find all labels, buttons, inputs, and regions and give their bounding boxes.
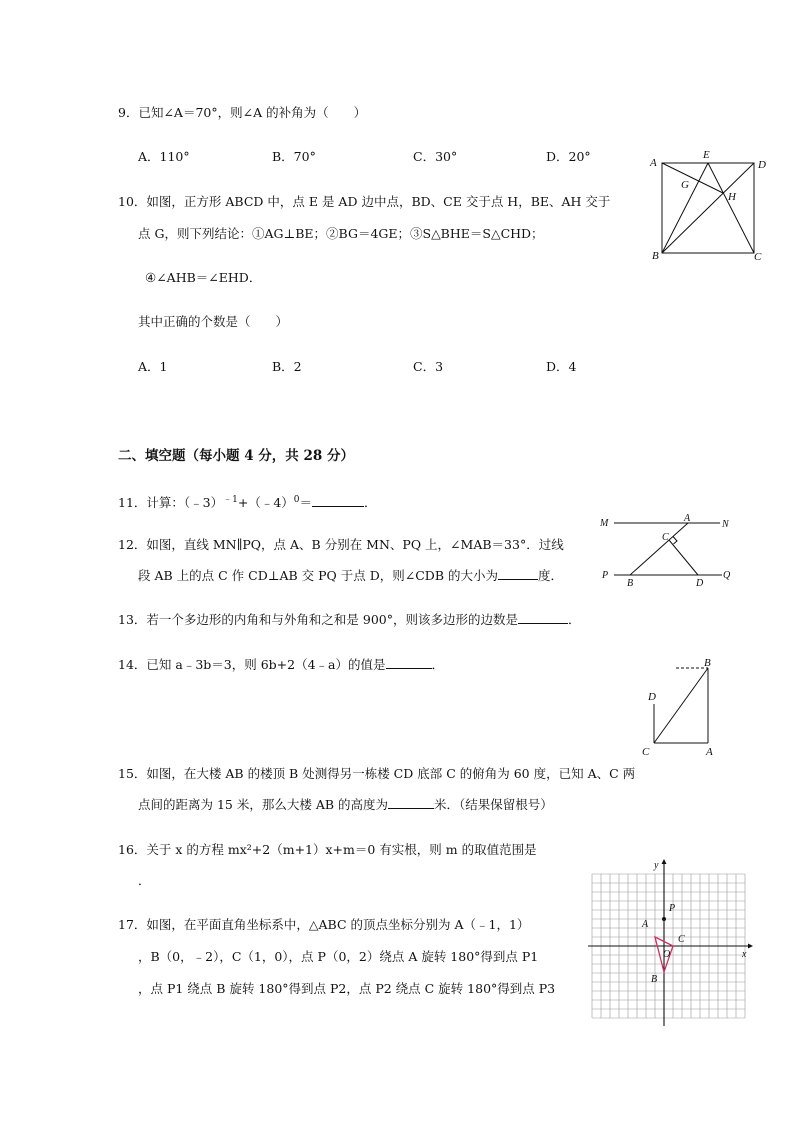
x-axis-arrow-icon: [748, 944, 753, 949]
q11-prefix: 11．计算：（﹣3）: [118, 495, 224, 511]
q17-coordinate-grid-figure: [584, 858, 754, 1030]
point-p: [662, 917, 666, 921]
q10-option-c: C．3: [413, 359, 444, 374]
q15-line-2: [138, 796, 553, 814]
q12-parallel-lines-figure: [598, 513, 738, 589]
label-c: C: [754, 251, 762, 263]
q9-option-c: C．30°: [413, 149, 458, 164]
q13-answer-blank[interactable]: [518, 611, 568, 624]
segment-ab: [630, 523, 688, 575]
q15-line-2-text: 点间的距离为 15 米，那么大楼 AB 的高度为: [138, 797, 389, 812]
label-d: D: [648, 691, 656, 703]
label-h: H: [728, 191, 736, 203]
label-c: C: [642, 746, 650, 758]
q12-line-2: [138, 567, 563, 585]
q15-line-1: 15．如图，在大楼 AB 的楼顶 B 处测得另一栋楼 CD 底部 C 的俯角为 60 度，已知 A、C 两: [118, 766, 636, 781]
q13-end: ．: [568, 612, 581, 627]
q10-line-2: 点 G，则下列结论：①AG⊥BE；②BG＝4GE；③S△BHE＝S△CHD；: [138, 226, 544, 241]
q11-answer-blank[interactable]: [312, 494, 364, 507]
q10-option-a: A．1: [138, 359, 168, 374]
q14-end: ．: [431, 657, 445, 672]
q9-option-b: B．70°: [272, 149, 316, 164]
q11-end: ．: [364, 495, 377, 511]
q16-line-1: 16．关于 x 的方程 mx²+2（m+1）x+m＝0 有实根，则 m 的取值范围是: [118, 842, 537, 857]
q9-option-a: A．110°: [138, 149, 190, 164]
q17-line-3: ，点 P1 绕点 B 旋转 180°得到点 P2，点 P2 绕点 C 旋转 180°得到点 P3: [138, 981, 556, 996]
q10-option-d: D．4: [546, 359, 577, 374]
label-d: D: [696, 578, 704, 589]
q15-buildings-figure: [638, 654, 722, 760]
label-c: C: [678, 934, 685, 945]
q11-exponent-2: 0: [293, 495, 300, 505]
segment-cd: [669, 540, 698, 575]
segment-ce: [708, 163, 754, 253]
q13-text: 13．若一个多边形的内角和与外角和之和是 900°，则该多边形的边数是: [118, 612, 518, 627]
label-b: B: [651, 974, 658, 985]
label-p: P: [602, 570, 609, 581]
label-g: G: [681, 179, 689, 191]
label-m: M: [600, 518, 609, 529]
q10-square-figure: [646, 146, 770, 264]
label-a: A: [650, 157, 657, 169]
q9-option-d: D．20°: [546, 149, 591, 164]
section-2-heading: 二、填空题（每小题 4 分，共 28 分）: [118, 448, 354, 464]
q14-text: 14．已知 a﹣3b＝3，则 6b+2（4﹣a）的值是: [118, 657, 386, 672]
q10-option-b: B．2: [272, 359, 302, 374]
q11-middle: +（﹣4）: [237, 495, 294, 511]
q10-line-3: ④∠AHB＝∠EHD．: [145, 270, 262, 285]
q15-line-2-end: 米．（结果保留根号）: [434, 797, 553, 812]
q12-line-2-end: 度．: [538, 568, 564, 583]
q11-stem: [118, 491, 377, 512]
label-x: x: [742, 949, 747, 960]
label-a: A: [642, 919, 649, 930]
q11-exponent-1: ﹣1: [223, 495, 238, 505]
label-d: D: [758, 159, 766, 171]
q10-line-1: 10．如图，正方形 ABCD 中，点 E 是 AD 边中点，BD、CE 交于点 H，BE、AH 交于: [118, 194, 611, 209]
q12-line-2-text: 段 AB 上的点 C 作 CD⊥AB 交 PQ 于点 D，则∠CDB 的大小为: [138, 568, 498, 583]
q11-equals: ＝: [299, 495, 313, 511]
q14-answer-blank[interactable]: [386, 656, 432, 669]
q17-line-1: 17．如图，在平面直角坐标系中，△ABC 的顶点坐标分别为 A（﹣1，1）: [118, 917, 530, 932]
label-o: O: [663, 949, 671, 960]
segment-bd: [662, 163, 754, 253]
right-angle-mark: [673, 537, 677, 545]
q17-line-2: ，B（0，﹣2），C（1，0），点 P（0，2）绕点 A 旋转 180°得到点 P1: [138, 949, 539, 964]
q14-stem: [118, 656, 444, 674]
q10-line-4: 其中正确的个数是（ ）: [138, 314, 289, 329]
sight-line-bc: [654, 668, 708, 743]
label-b: B: [652, 250, 659, 262]
label-b: B: [704, 657, 711, 669]
segment-be: [662, 163, 708, 253]
label-e: E: [703, 149, 710, 161]
segment-ah: [662, 163, 723, 193]
q13-stem: [118, 611, 581, 629]
q16-line-2: ．: [138, 873, 151, 888]
y-axis-arrow-icon: [662, 859, 667, 864]
label-c: C: [662, 532, 669, 543]
label-q: Q: [723, 570, 731, 581]
label-y: y: [654, 860, 659, 871]
label-n: N: [722, 519, 729, 530]
label-b: B: [627, 578, 634, 589]
q12-line-1: 12．如图，直线 MN∥PQ，点 A、B 分别在 MN、PQ 上，∠MAB＝33°．过线: [118, 537, 564, 552]
label-p: P: [669, 903, 676, 914]
q12-answer-blank[interactable]: [498, 567, 538, 580]
q15-answer-blank[interactable]: [388, 796, 434, 809]
label-a: A: [684, 513, 691, 524]
q9-stem: 9．已知∠A＝70°，则∠A 的补角为（ ）: [118, 105, 367, 120]
label-a: A: [706, 746, 713, 758]
